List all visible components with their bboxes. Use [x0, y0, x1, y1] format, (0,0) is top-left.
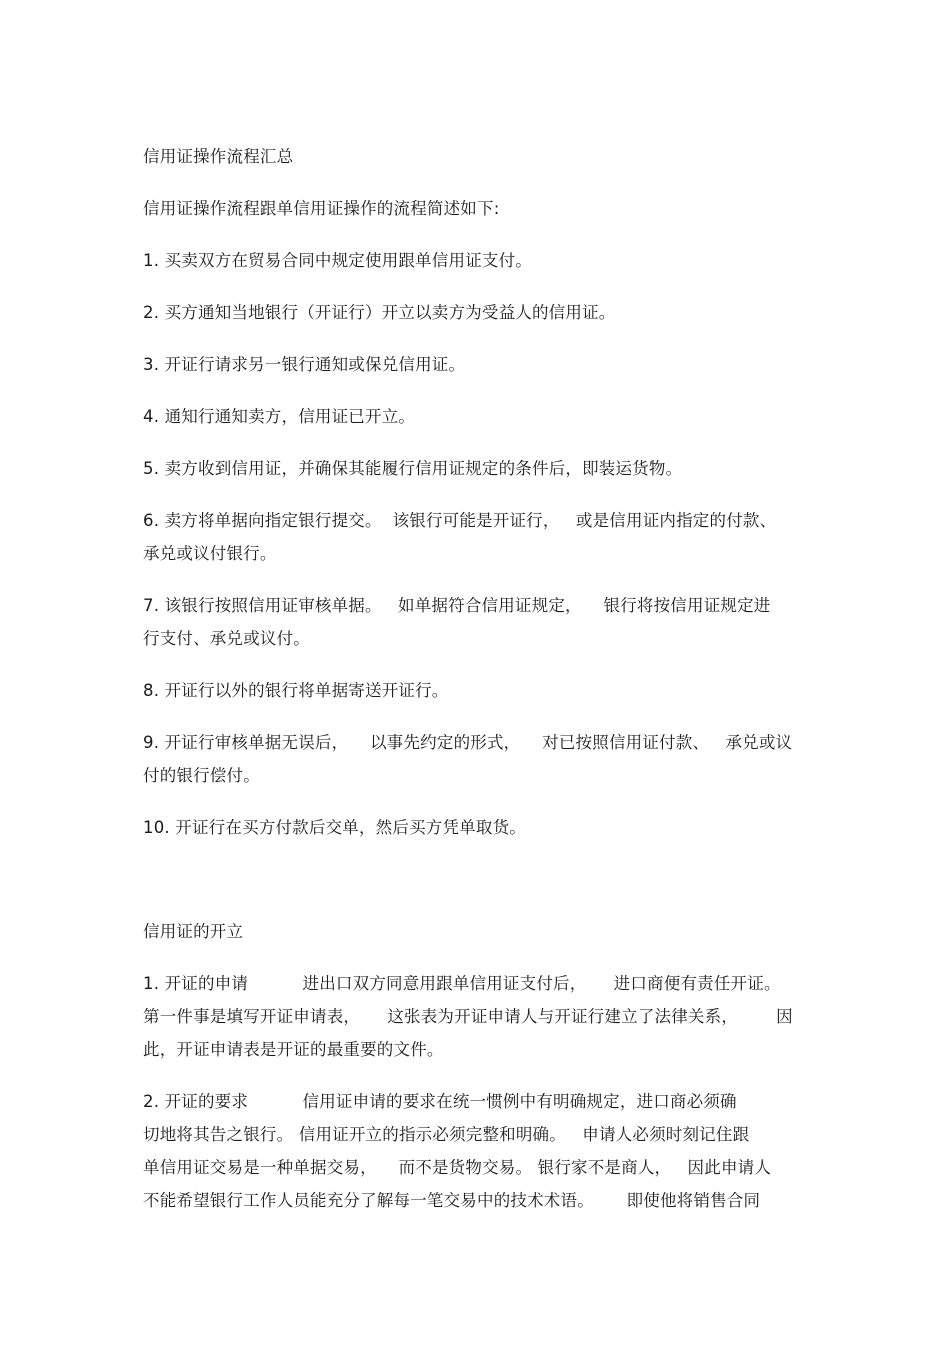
para-line: 不能希望银行工作人员能充分了解每一笔交易中的技术术语。 即使他将销售合同	[143, 1191, 761, 1210]
para-line: 此，开证申请表是开证的最重要的文件。	[143, 1040, 444, 1059]
step-line: 付的银行偿付。	[143, 766, 260, 785]
step-3	[143, 348, 811, 381]
para-line: 1. 开证的申请 进出口双方同意用跟单信用证支付后， 进口商便有责任开证。	[143, 974, 781, 993]
section2-para-2	[143, 1085, 811, 1217]
section2-title	[143, 915, 811, 948]
step-line: 10. 开证行在买方付款后交单，然后买方凭单取货。	[143, 818, 526, 837]
step-line: 行支付、承兑或议付。	[143, 629, 310, 648]
step-line: 9. 开证行审核单据无误后， 以事先约定的形式， 对已按照信用证付款、 承兑或议	[143, 733, 793, 752]
document-title	[143, 140, 811, 173]
section-gap	[143, 863, 811, 915]
intro-line: 信用证操作流程跟单信用证操作的流程简述如下:	[143, 199, 500, 218]
step-10	[143, 811, 811, 844]
document-body	[143, 140, 811, 1236]
intro-paragraph	[143, 192, 811, 225]
step-line: 3. 开证行请求另一银行通知或保兑信用证。	[143, 355, 466, 374]
step-5	[143, 452, 811, 485]
step-line: 5. 卖方收到信用证，并确保其能履行信用证规定的条件后，即装运货物。	[143, 459, 683, 478]
para-line: 2. 开证的要求 信用证申请的要求在统一惯例中有明确规定，进口商必须确	[143, 1092, 737, 1111]
step-line: 8. 开证行以外的银行将单据寄送开证行。	[143, 681, 449, 700]
step-line: 7. 该银行按照信用证审核单据。 如单据符合信用证规定， 银行将按信用证规定进	[143, 596, 771, 615]
step-4	[143, 400, 811, 433]
step-1	[143, 244, 811, 277]
step-6	[143, 504, 811, 570]
step-line: 6. 卖方将单据向指定银行提交。 该银行可能是开证行， 或是信用证内指定的付款、	[143, 511, 777, 530]
step-line: 承兑或议付银行。	[143, 544, 277, 563]
step-7	[143, 589, 811, 655]
step-line: 4. 通知行通知卖方，信用证已开立。	[143, 407, 416, 426]
step-8	[143, 674, 811, 707]
para-line: 切地将其告之银行。 信用证开立的指示必须完整和明确。 申请人必须时刻记住跟	[143, 1125, 750, 1144]
step-2	[143, 296, 811, 329]
section2-para-1	[143, 967, 811, 1066]
step-line: 1. 买卖双方在贸易合同中规定使用跟单信用证支付。	[143, 251, 532, 270]
para-line: 第一件事是填写开证申请表， 这张表为开证申请人与开证行建立了法律关系， 因	[143, 1007, 793, 1026]
title-line: 信用证操作流程汇总	[143, 147, 294, 166]
step-line: 2. 买方通知当地银行（开证行）开立以卖方为受益人的信用证。	[143, 303, 616, 322]
section-title-line: 信用证的开立	[143, 922, 244, 941]
para-line: 单信用证交易是一种单据交易， 而不是货物交易。 银行家不是商人， 因此申请人	[143, 1158, 772, 1177]
step-9	[143, 726, 811, 792]
